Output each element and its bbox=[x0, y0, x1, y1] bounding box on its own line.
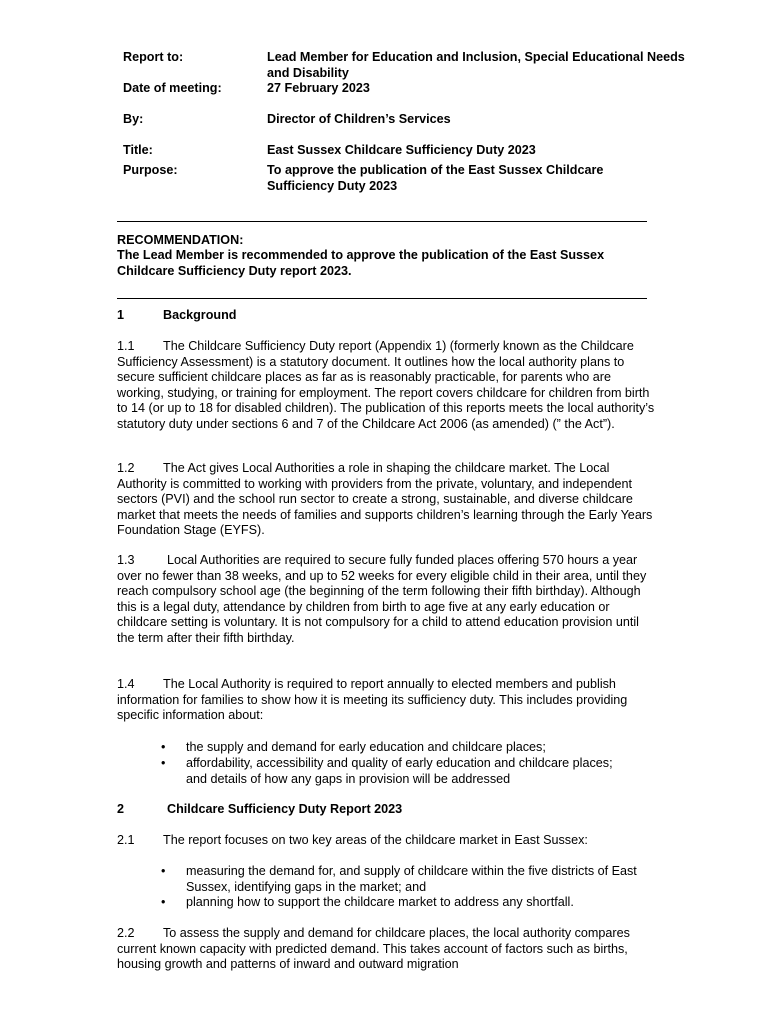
paragraph-1-1 bbox=[117, 339, 657, 433]
paragraph-1-2 bbox=[117, 461, 657, 539]
paragraph-1-2-number: 1.2 bbox=[117, 461, 135, 475]
section-1-title: Background bbox=[163, 308, 237, 322]
date-value: 27 February 2023 bbox=[267, 81, 370, 95]
paragraph-1-3-number: 1.3 bbox=[117, 553, 135, 567]
date-label: Date of meeting: bbox=[123, 81, 222, 95]
recommendation-text: The Lead Member is recommended to approve the publication of the East Sussex Childcare Sufficiency Duty report 2023. bbox=[117, 248, 605, 278]
paragraph-1-4-number: 1.4 bbox=[117, 677, 135, 691]
paragraph-1-3-text: Local Authorities are required to secure fully funded places offering 570 hours a year over no fewer than 38 weeks, and up to 52 weeks for every eligible child in their area, until they reach compulsory school age (the beginning of the term following their fifth birthday). Although this is a legal duty, attendance by children from birth to age five at any early education or childcare setting is voluntary. It is not compulsory for a child to attend education provision until the term after their fifth birthday. bbox=[117, 553, 647, 645]
list-item-text: measuring the demand for, and supply of childcare within the five districts of East Sussex, identifying gaps in the market; and bbox=[186, 864, 637, 894]
divider-bottom bbox=[117, 298, 647, 299]
bullet-icon: • bbox=[161, 864, 166, 878]
purpose-label: Purpose: bbox=[123, 163, 178, 177]
section-2-heading bbox=[117, 802, 657, 818]
list-item-text: planning how to support the childcare market to address any shortfall. bbox=[186, 895, 574, 909]
paragraph-2-2 bbox=[117, 926, 657, 973]
paragraph-2-2-text: To assess the supply and demand for childcare places, the local authority compares current known capacity with predicted demand. This takes account of factors such as births, housing growth and patterns of inward and outward migration bbox=[117, 926, 630, 972]
bullet-icon: • bbox=[161, 756, 166, 770]
paragraph-1-1-text: The Childcare Sufficiency Duty report (Appendix 1) (formerly known as the Childcare Sufficiency Assessment) is a statutory document. It outlines how the local authority plans to secure sufficient childcare places as far as is reasonably practicable, for parents who are working, studying, or training for employment. The report covers childcare for children from birth to 14 (or up to 18 for disabled children). The publication of this reports meets the local authority’s statutory duty under sections 6 and 7 of the Childcare Act 2006 (as amended) (” the Act”). bbox=[117, 339, 655, 431]
paragraph-2-2-number: 2.2 bbox=[117, 926, 135, 940]
report-to-label: Report to: bbox=[123, 50, 184, 64]
section-2-number: 2 bbox=[117, 802, 125, 816]
paragraph-1-4-text: The Local Authority is required to report annually to elected members and publish information for families to show how it is meeting its sufficiency duty. This includes providing specific information about: bbox=[117, 677, 628, 723]
paragraph-1-1-number: 1.1 bbox=[117, 339, 135, 353]
paragraph-1-2-text: The Act gives Local Authorities a role in shaping the childcare market. The Local Authority is committed to working with providers from the private, voluntary, and independent sectors (PVI) and the school run sector to create a strong, sustainable, and diverse childcare market that meets the needs of families and supports children’s learning through the Early Years Foundation Stage (EYFS). bbox=[117, 461, 653, 538]
section-1-heading bbox=[117, 308, 657, 324]
bullet-icon: • bbox=[161, 895, 166, 909]
purpose-value: To approve the publication of the East Sussex Childcare Sufficiency Duty 2023 bbox=[267, 163, 604, 193]
list-item-text: affordability, accessibility and quality of early education and childcare places; and details of how any gaps in provision will be addressed bbox=[186, 756, 613, 786]
title-value: East Sussex Childcare Sufficiency Duty 2023 bbox=[267, 143, 536, 157]
section-2-title: Childcare Sufficiency Duty Report 2023 bbox=[167, 802, 403, 816]
paragraph-1-3 bbox=[117, 553, 657, 647]
paragraph-2-1 bbox=[117, 833, 657, 849]
bullet-icon: • bbox=[161, 740, 166, 754]
paragraph-2-1-number: 2.1 bbox=[117, 833, 135, 847]
paragraph-1-4 bbox=[117, 677, 657, 724]
recommendation-heading: RECOMMENDATION: bbox=[117, 233, 244, 247]
paragraph-2-1-text: The report focuses on two key areas of the childcare market in East Sussex: bbox=[163, 833, 588, 847]
title-label: Title: bbox=[123, 143, 153, 157]
by-label: By: bbox=[123, 112, 144, 126]
list-item-text: the supply and demand for early education and childcare places; bbox=[186, 740, 546, 754]
divider-top bbox=[117, 221, 647, 222]
report-to-value: Lead Member for Education and Inclusion, Special Educational Needs and Disability bbox=[267, 50, 685, 80]
by-value: Director of Children’s Services bbox=[267, 112, 451, 126]
section-1-number: 1 bbox=[117, 308, 125, 322]
